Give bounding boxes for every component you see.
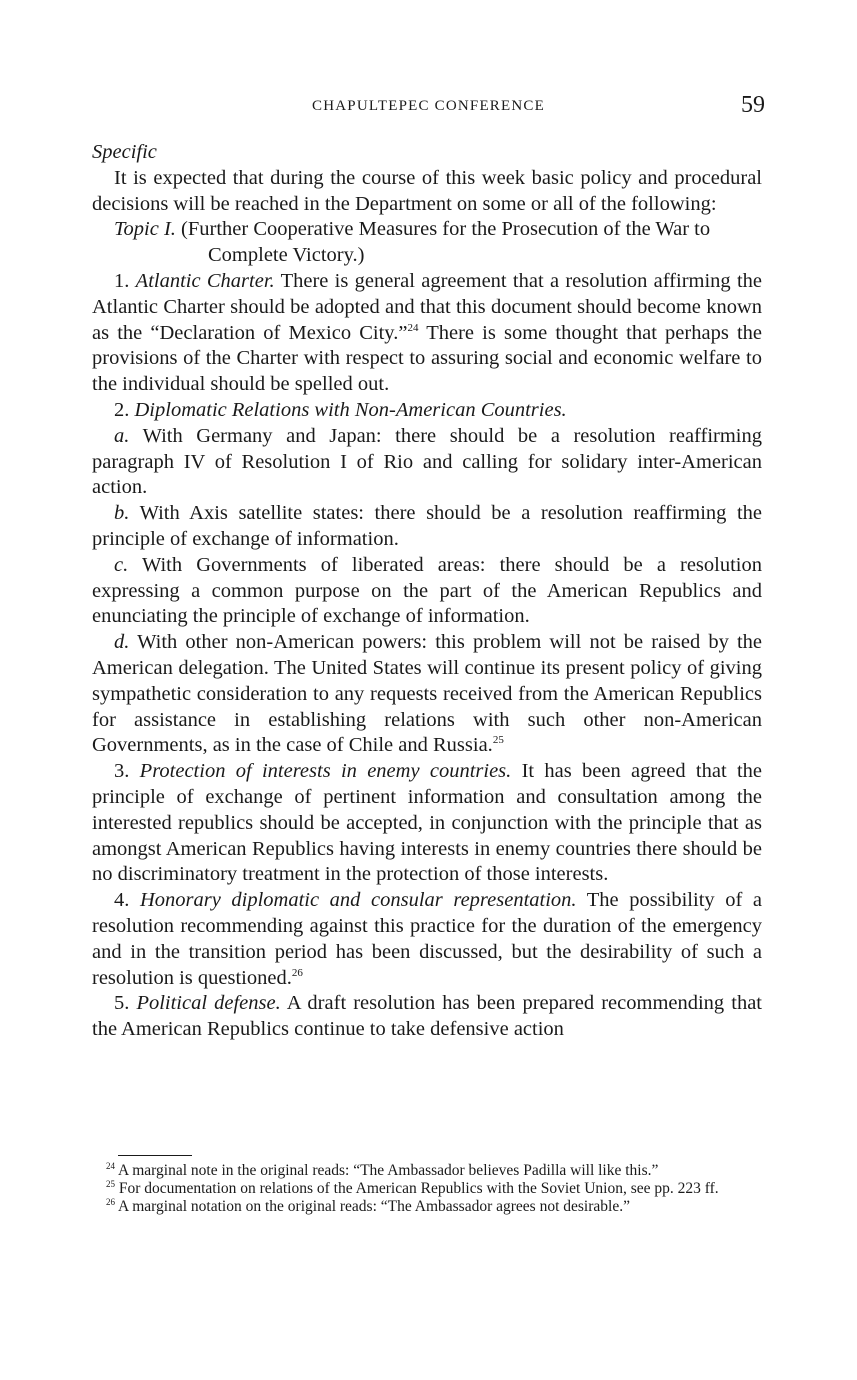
- footnotes: [88, 1162, 758, 1215]
- footnote-number: 24: [106, 1160, 115, 1171]
- section-heading: [92, 140, 762, 166]
- item-1-number: 1.: [114, 269, 130, 292]
- item-2a-text: With Germany and Japan: there should be a resolution reaffirming paragraph IV of Resolution I of Rio and calling for solidary inter-American action.: [92, 424, 762, 499]
- item-2d-text: With other non-American powers: this problem will not be raised by the American delegation. The United States will continue its present policy of giving sympathetic consideration to any requests received from the American Republics for assistance in establishing relations with such other non-American Governments, as in the case of Chile and Russia.: [92, 631, 762, 757]
- topic-1-label: Topic I.: [114, 218, 176, 241]
- footnote-24: [88, 1162, 758, 1180]
- page-number: 59: [741, 92, 765, 118]
- item-5-text: A draft resolution has been prepared recommending that the American Republics continue to take defensive action: [92, 992, 762, 1041]
- running-title: CHAPULTEPEC CONFERENCE: [312, 98, 545, 114]
- item-2-title: Diplomatic Relations with Non-American Countries.: [134, 398, 567, 421]
- item-3-paragraph: [92, 759, 762, 888]
- footnote-number: 26: [106, 1196, 115, 1207]
- item-2b-paragraph: [92, 501, 762, 553]
- item-2c-paragraph: [92, 553, 762, 630]
- item-3-number: 3.: [114, 760, 130, 783]
- footnote-26: [88, 1198, 758, 1216]
- item-2a-paragraph: [92, 424, 762, 501]
- body-text: [92, 140, 762, 1043]
- item-2d-label: d.: [114, 631, 130, 654]
- intro-paragraph: [92, 166, 762, 218]
- item-4-number: 4.: [114, 889, 130, 912]
- item-5-paragraph: [92, 991, 762, 1043]
- footnote-text: A marginal notation on the original reads: “The Ambassador agrees not desirable.”: [118, 1197, 630, 1215]
- footnote-number: 25: [106, 1178, 115, 1189]
- item-4-paragraph: [92, 888, 762, 991]
- item-4-title: Honorary diplomatic and consular representation.: [139, 889, 577, 912]
- footnote-ref-26: 26: [291, 966, 303, 979]
- intro-text: It is expected that during the course of this week basic policy and procedural decisions will be reached in the Department on some or all of the following:: [92, 166, 762, 215]
- item-4-text: The possibility of a resolution recommending against this practice for the duration of the emergency and in the transition period has been discussed, but the desirability of such a resolution is questioned.: [92, 889, 762, 989]
- item-3-text: It has been agreed that the principle of exchange of pertinent information and consultation among the interested republics should be accepted, in conjunction with the principle that as amongst American Republics having interests in enemy countries there should be no discriminatory treatment in the protection of those interests.: [92, 760, 762, 886]
- footnote-ref-25: 25: [492, 734, 504, 747]
- footnote-text: A marginal note in the original reads: “The Ambassador believes Padilla will like this.”: [118, 1162, 659, 1179]
- page-header: [92, 92, 765, 126]
- item-2b-label: b.: [114, 502, 130, 525]
- item-2b-text: With Axis satellite states: there should be a resolution reaffirming the principle of exchange of information.: [92, 502, 762, 550]
- footnote-ref-24: 24: [407, 321, 419, 334]
- item-2-number: 2.: [114, 398, 130, 421]
- item-3-title: Protection of interests in enemy countries.: [139, 760, 512, 783]
- item-1-text: There is general agreement that a resolution affirming the Atlantic Charter should be adopted and that this document should become known as the “Declaration of Mexico City.”: [92, 269, 763, 344]
- footnote-25: [88, 1180, 758, 1198]
- footnote-divider: [118, 1155, 192, 1156]
- item-2-paragraph: [92, 398, 762, 424]
- item-2c-label: c.: [114, 553, 129, 576]
- item-5-title: Political defense.: [136, 992, 281, 1015]
- item-5-number: 5.: [114, 992, 130, 1015]
- footnote-text: For documentation on relations of the American Republics with the Soviet Union, see pp. 223 ff.: [118, 1179, 719, 1197]
- item-2d-paragraph: [92, 630, 762, 759]
- item-1-text-continued: There is some thought that perhaps the provisions of the Charter with respect to assuring social and economic welfare to the individual should be spelled out.: [92, 321, 762, 396]
- item-2a-label: a.: [114, 424, 130, 447]
- item-1-title: Atlantic Charter.: [135, 269, 275, 292]
- heading-specific: Specific: [92, 141, 157, 163]
- item-2c-text: With Governments of liberated areas: there should be a resolution expressing a common purpose on the part of the American Republics and enunciating the principle of exchange of information.: [92, 553, 762, 628]
- topic-1-text: (Further Cooperative Measures for the Prosecution of the War to Complete Victory.): [181, 218, 711, 267]
- item-1-paragraph: [92, 269, 762, 398]
- topic-1-paragraph: [92, 217, 762, 269]
